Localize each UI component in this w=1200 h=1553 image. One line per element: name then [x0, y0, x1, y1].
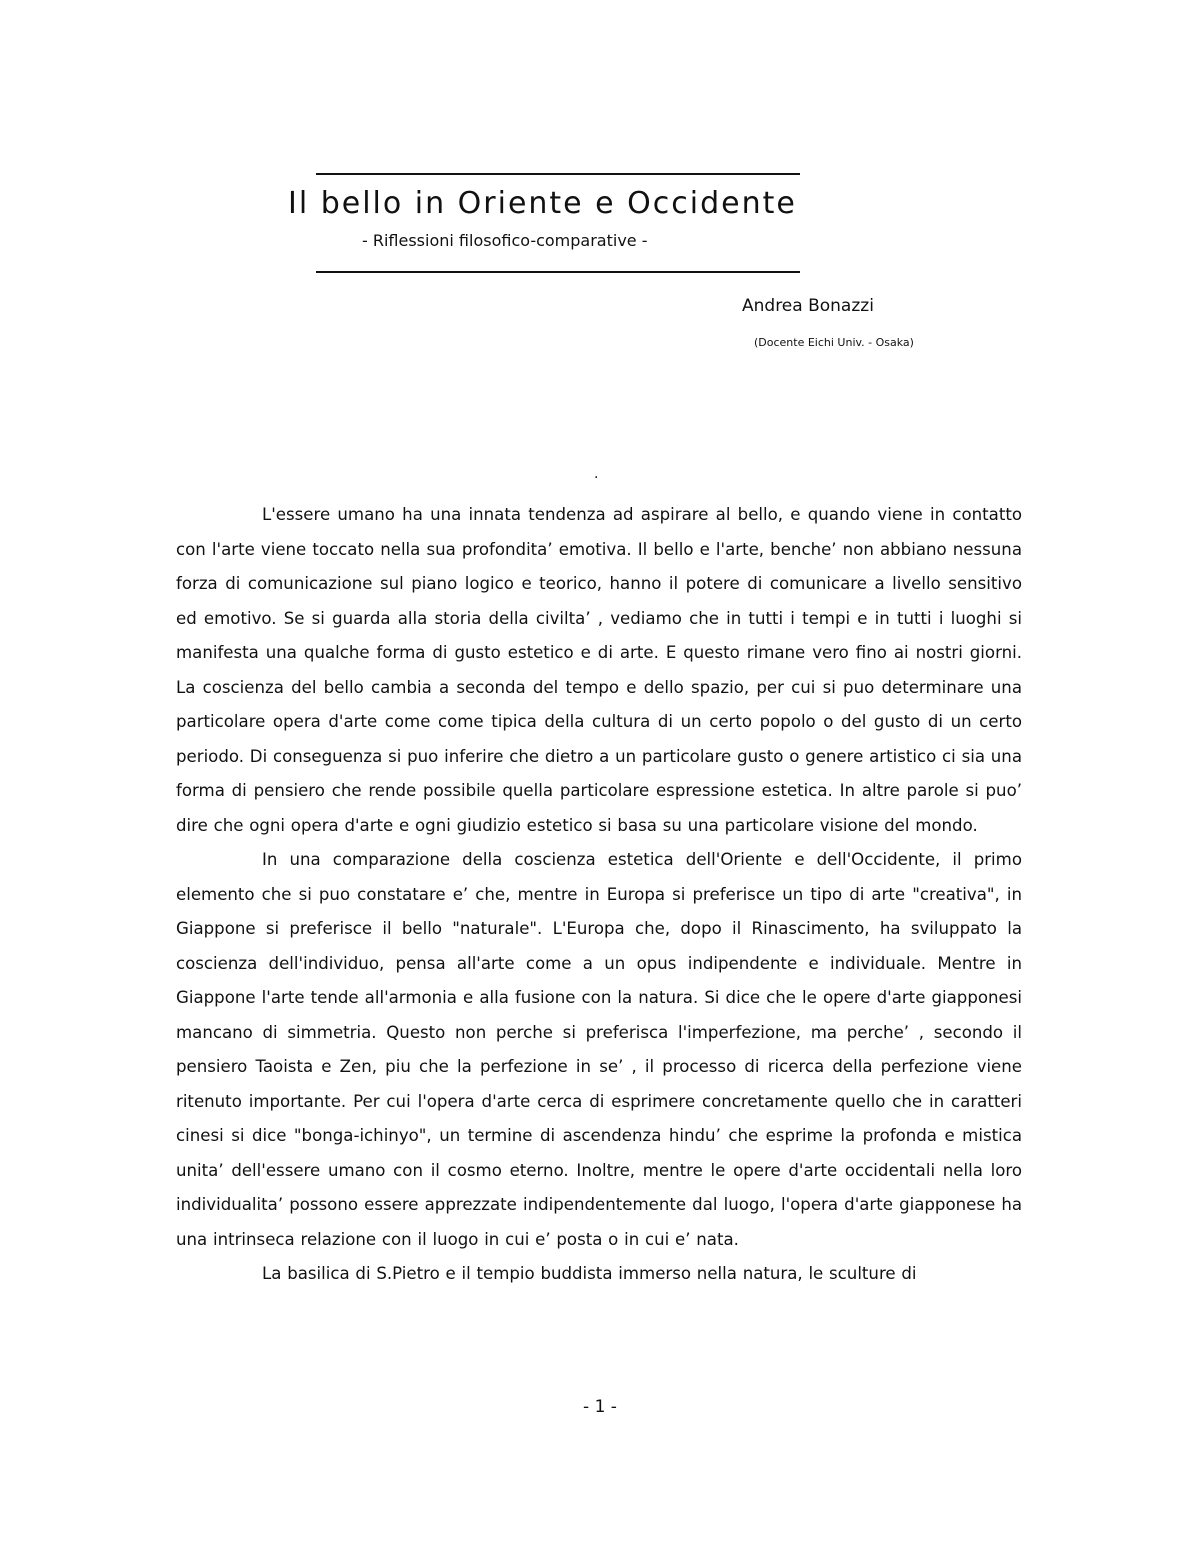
page-number: - 1 -	[583, 1397, 617, 1417]
document-subtitle: - Riflessioni filosofico-comparative -	[362, 231, 648, 250]
title-rule-bottom	[316, 271, 800, 273]
paragraph: La basilica di S.Pietro e il tempio buddista immerso nella natura, le sculture di	[262, 1264, 917, 1283]
title-rule-top	[316, 173, 800, 175]
paragraph: L'essere umano ha una innata tendenza ad aspirare al bello, e quando viene in contatto con l'arte viene toccato nella sua profondita’ emotiva. Il bello e l'arte, benche’ non abbiano nessuna forza di comunicazione sul piano logico e teorico, hanno il potere di comunicare a livello sensitivo ed emotivo. Se si guarda alla storia della civilta’ , vediamo che in tutti i tempi e in tutti i luoghi si manifesta una qualche forma di gusto estetico e di arte. E questo rimane vero fino ai nostri giorni. La coscienza del bello cambia a seconda del tempo e dello spazio, per cui si puo determinare una particolare opera d'arte come come tipica della cultura di un certo popolo o del gusto di un certo periodo. Di conseguenza si puo inferire che dietro a un particolare gusto o genere artistico ci sia una forma di pensiero che rende possibile quella particolare espressione estetica. In altre parole si puo’ dire che ogni opera d'arte e ogni giudizio estetico si basa su una particolare visione del mondo.	[176, 505, 1022, 835]
author-affiliation: (Docente Eichi Univ. - Osaka)	[754, 336, 914, 349]
body-text	[176, 498, 1022, 1292]
section-separator: .	[594, 466, 599, 482]
document-title: Il bello in Oriente e Occidente	[288, 186, 797, 221]
paragraph: In una comparazione della coscienza estetica dell'Oriente e dell'Occidente, il primo elemento che si puo constatare e’ che, mentre in Europa si preferisce un tipo di arte "creativa", in Giappone si preferisce il bello "naturale". L'Europa che, dopo il Rinascimento, ha sviluppato la coscienza dell'individuo, pensa all'arte come a un opus indipendente e individuale. Mentre in Giappone l'arte tende all'armonia e alla fusione con la natura. Si dice che le opere d'arte giapponesi mancano di simmetria. Questo non perche si preferisca l'imperfezione, ma perche’ , secondo il pensiero Taoista e Zen, piu che la perfezione in se’ , il processo di ricerca della perfezione viene ritenuto importante. Per cui l'opera d'arte cerca di esprimere concretamente quello che in caratteri cinesi si dice "bonga-ichinyo", un termine di ascendenza hindu’ che esprime la profonda e mistica unita’ dell'essere umano con il cosmo eterno. Inoltre, mentre le opere d'arte occidentali nella loro individualita’ possono essere apprezzate indipendentemente dal luogo, l'opera d'arte giapponese ha una intrinseca relazione con il luogo in cui e’ posta o in cui e’ nata.	[176, 850, 1022, 1249]
author-name: Andrea Bonazzi	[742, 296, 874, 316]
